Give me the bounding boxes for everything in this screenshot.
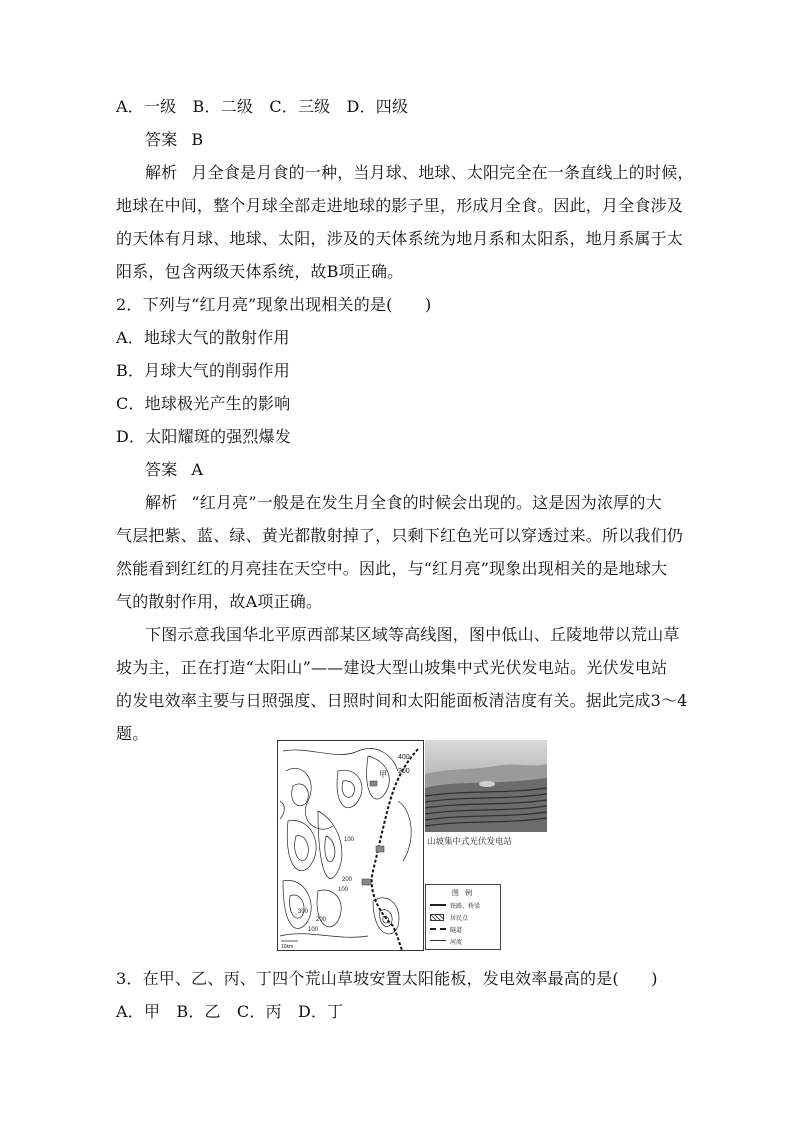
- analysis-label: 解析: [145, 493, 178, 512]
- analysis-text: “红月亮”一般是在发生月全食的时候会出现的。这是因为浓厚的大: [191, 493, 662, 512]
- answer-label: 答案: [145, 460, 178, 479]
- legend-title: 图 例: [451, 889, 475, 897]
- contour-lines: [278, 741, 423, 950]
- q2-stem: 2．下列与“红月亮”现象出现相关的是( ): [116, 295, 432, 314]
- answer-value: B: [191, 130, 204, 149]
- contour-label-400: 400: [398, 754, 410, 761]
- q3-stem: 3．在甲、乙、丙、丁四个荒山草坡安置太阳能板，发电效率最高的是( ): [116, 969, 658, 988]
- solar-panels-image: [425, 740, 547, 832]
- contour-label-100c: 100: [308, 927, 319, 933]
- legend-label: 隧道: [450, 927, 463, 934]
- map-legend: [425, 884, 501, 950]
- tunnel-icon: [430, 928, 446, 930]
- q2-option-b: B．月球大气的削弱作用: [116, 361, 290, 380]
- legend-label: 铁路、桥梁: [450, 903, 481, 910]
- river-icon: [430, 940, 446, 941]
- q1-analysis-line-2: 地球在中间，整个月球全部走进地球的影子里，形成月全食。因此，月全食涉及: [116, 196, 684, 215]
- solar-plant-photo: [425, 740, 547, 832]
- legend-item-rail: [430, 900, 498, 910]
- answer-value: A: [191, 460, 204, 479]
- scale-label: 10km: [281, 944, 294, 950]
- legend-label: 居民点: [450, 915, 469, 922]
- railway-icon: [430, 904, 446, 906]
- q2-option-c: C．地球极光产生的影响: [116, 394, 291, 413]
- passage-line-3: 的发电效率主要与日照强度、日照时间和太阳能面板清洁度有关。据此完成3～4: [116, 691, 688, 710]
- answer-label: 答案: [145, 130, 178, 149]
- q2-option-a: A．地球大气的散射作用: [116, 328, 290, 347]
- contour-map-figure: [277, 740, 548, 951]
- analysis-label: 解析: [145, 163, 178, 182]
- settlement-icon: [430, 914, 444, 921]
- passage-line-4: 题。: [116, 724, 149, 743]
- contour-label-200c: 200: [316, 917, 327, 923]
- q3-options: A．甲 B．乙 C．丙 D．丁: [116, 1002, 344, 1021]
- q2-analysis-line-1: [145, 486, 725, 519]
- q2-analysis-line-2: 气层把紫、蓝、绿、黄光都散射掉了，只剩下红色光可以穿透过来。所以我们仍: [116, 526, 684, 545]
- passage-line-1: 下图示意我国华北平原西部某区域等高线图，图中低山、丘陵地带以荒山草: [145, 625, 680, 644]
- q2-option-d: D．太阳耀斑的强烈爆发: [116, 427, 292, 446]
- q1-analysis-line-3: 的天体有月球、地球、太阳，涉及的天体系统为地月系和太阳系，地月系属于太: [116, 229, 684, 248]
- q1-answer: [145, 123, 725, 156]
- contour-label-300: 300: [298, 909, 309, 915]
- q1-analysis-line-4: 阳系，包含两级天体系统，故B项正确。: [116, 262, 404, 281]
- analysis-text: 月全食是月食的一种，当月球、地球、太阳完全在一条直线上的时候，: [191, 163, 694, 182]
- q2-answer: [145, 453, 725, 486]
- q1-options: A．一级 B．二级 C．三级 D．四级: [116, 97, 409, 116]
- legend-item-tunnel: [430, 924, 498, 934]
- legend-label: 河流: [450, 939, 463, 946]
- place-label-jia: 甲: [379, 770, 387, 779]
- legend-item-river: [430, 936, 498, 946]
- contour-label-100b: 100: [338, 887, 349, 893]
- contour-label-200: 200: [398, 768, 410, 775]
- q1-analysis-line-1: [145, 156, 725, 189]
- q2-analysis-line-3: 然能看到红红的月亮挂在天空中。因此，与“红月亮”现象出现相关的是地球大: [116, 559, 668, 578]
- q2-analysis-line-4: 气的散射作用，故A项正确。: [116, 592, 323, 611]
- photo-caption: 山坡集中式光伏发电站: [427, 837, 513, 847]
- passage-line-2: 坡为主，正在打造“太阳山”——建设大型山坡集中式光伏发电站。光伏发电站: [116, 658, 668, 677]
- contour-map: [277, 740, 424, 951]
- contour-label-200b: 200: [342, 877, 353, 883]
- contour-label-100a: 100: [344, 837, 355, 843]
- legend-item-settlement: [430, 912, 498, 922]
